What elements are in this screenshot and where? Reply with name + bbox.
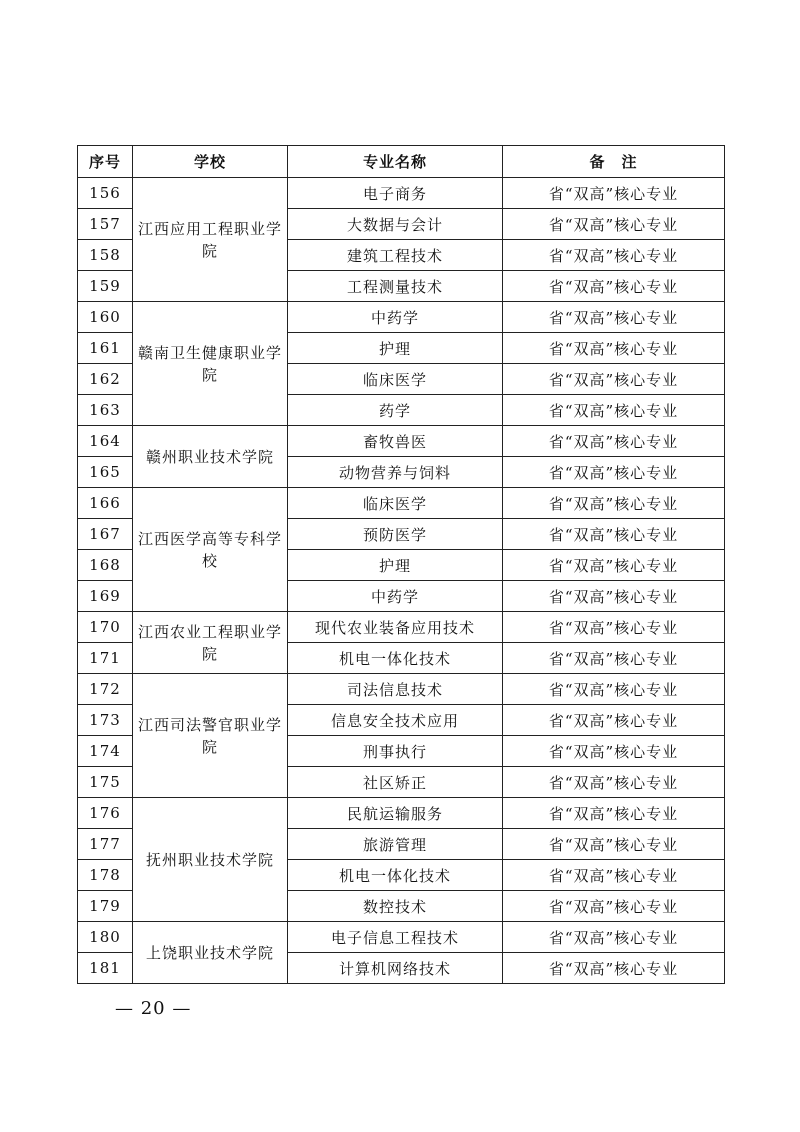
- school-cell: 江西农业工程职业学院: [133, 612, 288, 674]
- serial-cell: 157: [78, 209, 133, 240]
- header-remark: 备 注: [503, 146, 725, 178]
- serial-cell: 163: [78, 395, 133, 426]
- serial-cell: 179: [78, 891, 133, 922]
- remark-cell: 省“双高”核心专业: [503, 674, 725, 705]
- serial-cell: 176: [78, 798, 133, 829]
- serial-cell: 172: [78, 674, 133, 705]
- remark-cell: 省“双高”核心专业: [503, 333, 725, 364]
- remark-cell: 省“双高”核心专业: [503, 457, 725, 488]
- major-cell: 社区矫正: [288, 767, 503, 798]
- table-row: [78, 674, 725, 705]
- remark-cell: 省“双高”核心专业: [503, 364, 725, 395]
- table-body: [78, 178, 725, 984]
- table-row: [78, 488, 725, 519]
- major-cell: 机电一体化技术: [288, 643, 503, 674]
- major-cell: 中药学: [288, 302, 503, 333]
- table-row: [78, 798, 725, 829]
- serial-cell: 158: [78, 240, 133, 271]
- page-number: — 20 —: [115, 998, 192, 1019]
- major-cell: 电子商务: [288, 178, 503, 209]
- header-major: 专业名称: [288, 146, 503, 178]
- serial-cell: 180: [78, 922, 133, 953]
- major-cell: 预防医学: [288, 519, 503, 550]
- serial-cell: 162: [78, 364, 133, 395]
- school-cell: 赣州职业技术学院: [133, 426, 288, 488]
- serial-cell: 174: [78, 736, 133, 767]
- table-row: [78, 302, 725, 333]
- table-row: [78, 612, 725, 643]
- remark-cell: 省“双高”核心专业: [503, 209, 725, 240]
- remark-cell: 省“双高”核心专业: [503, 488, 725, 519]
- remark-cell: 省“双高”核心专业: [503, 178, 725, 209]
- serial-cell: 170: [78, 612, 133, 643]
- major-cell: 司法信息技术: [288, 674, 503, 705]
- serial-cell: 159: [78, 271, 133, 302]
- school-cell: 江西应用工程职业学院: [133, 178, 288, 302]
- remark-cell: 省“双高”核心专业: [503, 271, 725, 302]
- remark-cell: 省“双高”核心专业: [503, 736, 725, 767]
- table-header-row: [78, 146, 725, 178]
- serial-cell: 177: [78, 829, 133, 860]
- serial-cell: 161: [78, 333, 133, 364]
- major-cell: 护理: [288, 333, 503, 364]
- header-serial: 序号: [78, 146, 133, 178]
- major-cell: 刑事执行: [288, 736, 503, 767]
- remark-cell: 省“双高”核心专业: [503, 426, 725, 457]
- major-cell: 畜牧兽医: [288, 426, 503, 457]
- major-cell: 大数据与会计: [288, 209, 503, 240]
- serial-cell: 160: [78, 302, 133, 333]
- header-school: 学校: [133, 146, 288, 178]
- remark-cell: 省“双高”核心专业: [503, 550, 725, 581]
- major-cell: 信息安全技术应用: [288, 705, 503, 736]
- major-cell: 动物营养与饲料: [288, 457, 503, 488]
- serial-cell: 165: [78, 457, 133, 488]
- table-row: [78, 922, 725, 953]
- remark-cell: 省“双高”核心专业: [503, 395, 725, 426]
- remark-cell: 省“双高”核心专业: [503, 891, 725, 922]
- school-cell: 江西医学高等专科学校: [133, 488, 288, 612]
- remark-cell: 省“双高”核心专业: [503, 860, 725, 891]
- serial-cell: 178: [78, 860, 133, 891]
- serial-cell: 168: [78, 550, 133, 581]
- major-cell: 临床医学: [288, 488, 503, 519]
- major-cell: 现代农业装备应用技术: [288, 612, 503, 643]
- school-cell: 上饶职业技术学院: [133, 922, 288, 984]
- school-cell: 赣南卫生健康职业学院: [133, 302, 288, 426]
- remark-cell: 省“双高”核心专业: [503, 581, 725, 612]
- remark-cell: 省“双高”核心专业: [503, 302, 725, 333]
- major-cell: 电子信息工程技术: [288, 922, 503, 953]
- major-cell: 临床医学: [288, 364, 503, 395]
- serial-cell: 173: [78, 705, 133, 736]
- remark-cell: 省“双高”核心专业: [503, 643, 725, 674]
- remark-cell: 省“双高”核心专业: [503, 953, 725, 984]
- serial-cell: 167: [78, 519, 133, 550]
- serial-cell: 166: [78, 488, 133, 519]
- remark-cell: 省“双高”核心专业: [503, 922, 725, 953]
- school-cell: 江西司法警官职业学院: [133, 674, 288, 798]
- major-cell: 中药学: [288, 581, 503, 612]
- remark-cell: 省“双高”核心专业: [503, 767, 725, 798]
- serial-cell: 171: [78, 643, 133, 674]
- major-cell: 建筑工程技术: [288, 240, 503, 271]
- major-cell: 药学: [288, 395, 503, 426]
- table-row: [78, 178, 725, 209]
- major-cell: 民航运输服务: [288, 798, 503, 829]
- serial-cell: 156: [78, 178, 133, 209]
- major-cell: 数控技术: [288, 891, 503, 922]
- major-cell: 护理: [288, 550, 503, 581]
- serial-cell: 164: [78, 426, 133, 457]
- serial-cell: 169: [78, 581, 133, 612]
- remark-cell: 省“双高”核心专业: [503, 519, 725, 550]
- school-cell: 抚州职业技术学院: [133, 798, 288, 922]
- majors-table: [77, 145, 725, 984]
- major-cell: 工程测量技术: [288, 271, 503, 302]
- remark-cell: 省“双高”核心专业: [503, 798, 725, 829]
- major-cell: 机电一体化技术: [288, 860, 503, 891]
- remark-cell: 省“双高”核心专业: [503, 240, 725, 271]
- serial-cell: 175: [78, 767, 133, 798]
- remark-cell: 省“双高”核心专业: [503, 705, 725, 736]
- remark-cell: 省“双高”核心专业: [503, 829, 725, 860]
- serial-cell: 181: [78, 953, 133, 984]
- table-row: [78, 426, 725, 457]
- remark-cell: 省“双高”核心专业: [503, 612, 725, 643]
- major-cell: 计算机网络技术: [288, 953, 503, 984]
- major-cell: 旅游管理: [288, 829, 503, 860]
